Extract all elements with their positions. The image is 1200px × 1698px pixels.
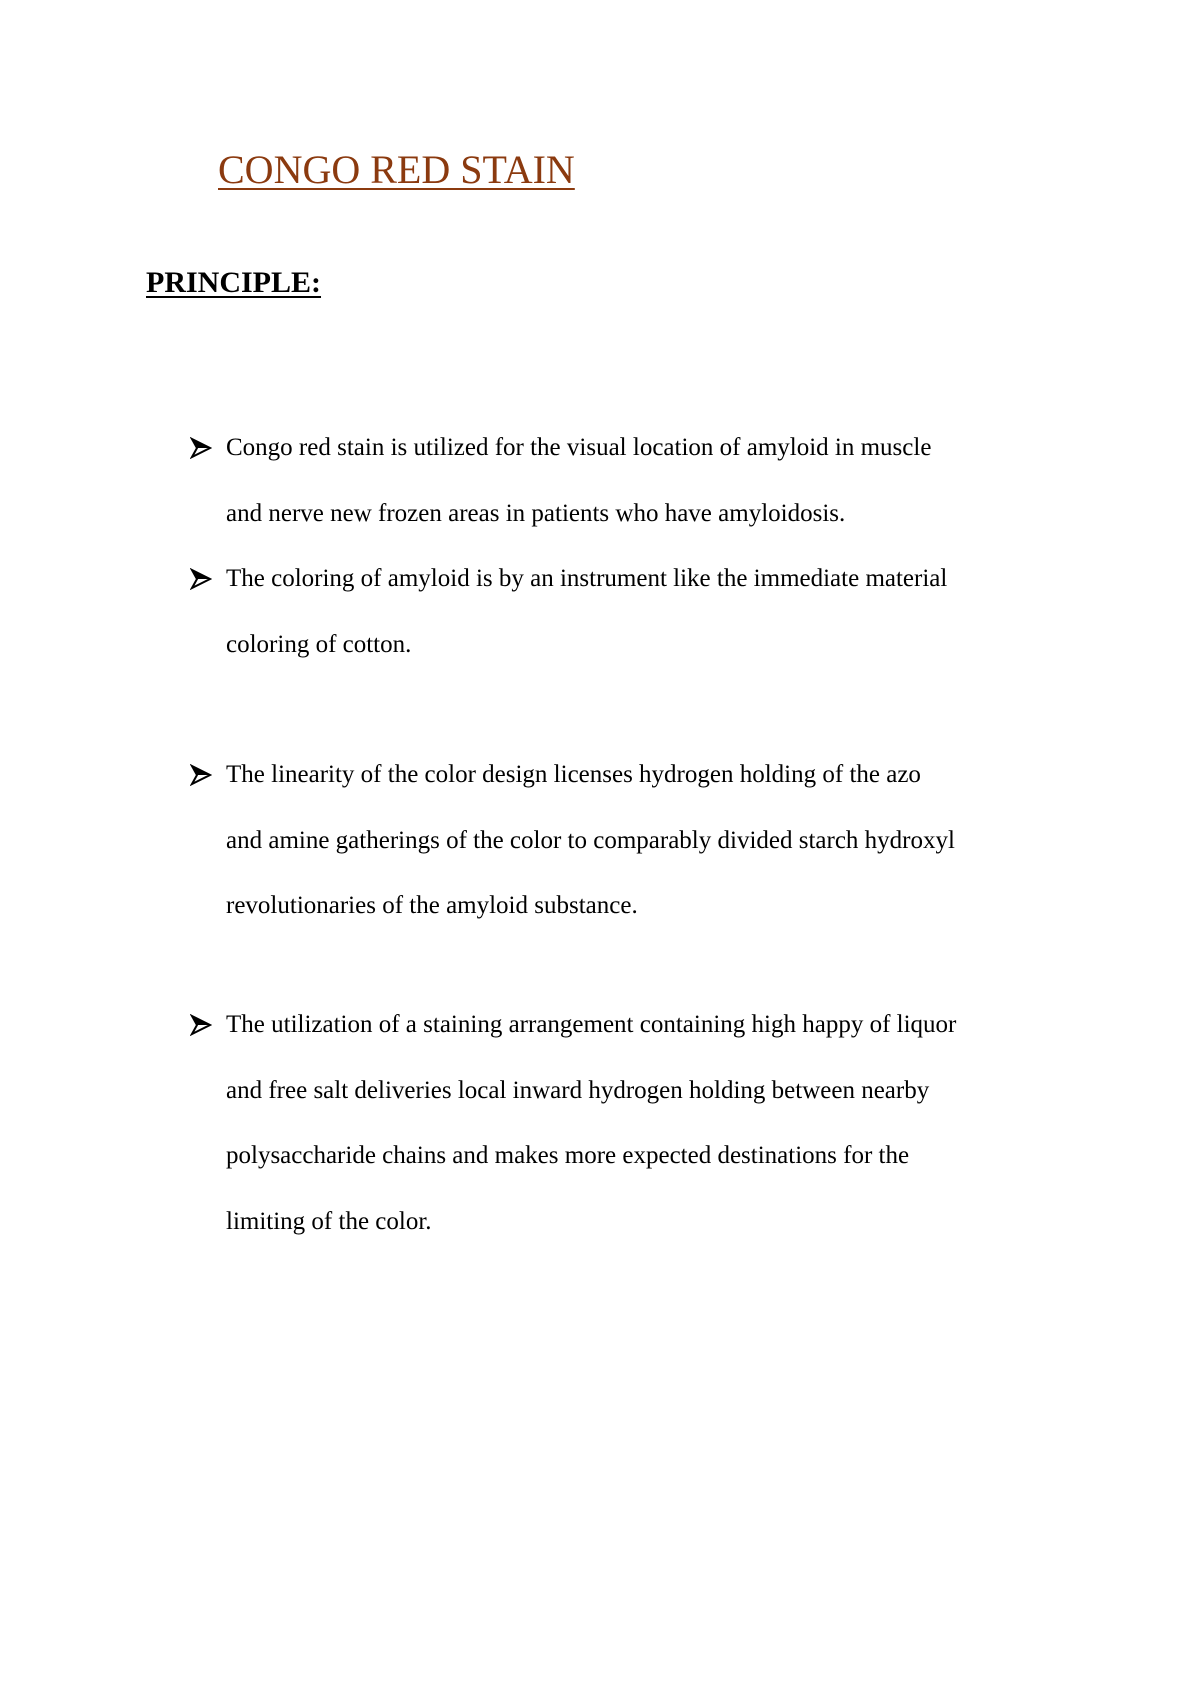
- bullet-line: Congo red stain is utilized for the visual location of amyloid in muscle: [226, 434, 932, 461]
- bullet-line: limiting of the color.: [226, 1207, 432, 1235]
- arrowhead-bullet-icon: [190, 437, 212, 459]
- arrowhead-bullet-icon: [190, 568, 212, 590]
- bullet-line: The linearity of the color design licenses hydrogen holding of the azo: [226, 761, 921, 788]
- bullet-text: [226, 742, 1086, 939]
- bullet-line: The utilization of a staining arrangement containing high happy of liquor: [226, 1011, 957, 1038]
- arrowhead-bullet-icon: [190, 1014, 212, 1036]
- bullet-line: coloring of cotton.: [226, 630, 412, 658]
- page-title: CONGO RED STAIN: [218, 147, 575, 192]
- bullet-line: The coloring of amyloid is by an instrument like the immediate material: [226, 565, 948, 592]
- bullet-text: [226, 992, 1086, 1254]
- section-heading-principle: PRINCIPLE:: [146, 266, 322, 299]
- bullet-text: [226, 546, 1086, 677]
- bullet-line: and nerve new frozen areas in patients who have amyloidosis.: [226, 499, 846, 527]
- arrowhead-bullet-icon: [190, 764, 212, 786]
- bullet-line: and free salt deliveries local inward hydrogen holding between nearby: [226, 1076, 930, 1104]
- bullet-text: [226, 415, 1086, 546]
- bullet-line: and amine gatherings of the color to comparably divided starch hydroxyl: [226, 826, 955, 854]
- bullet-line: polysaccharide chains and makes more expected destinations for the: [226, 1142, 910, 1169]
- bullet-line: revolutionaries of the amyloid substance.: [226, 892, 638, 919]
